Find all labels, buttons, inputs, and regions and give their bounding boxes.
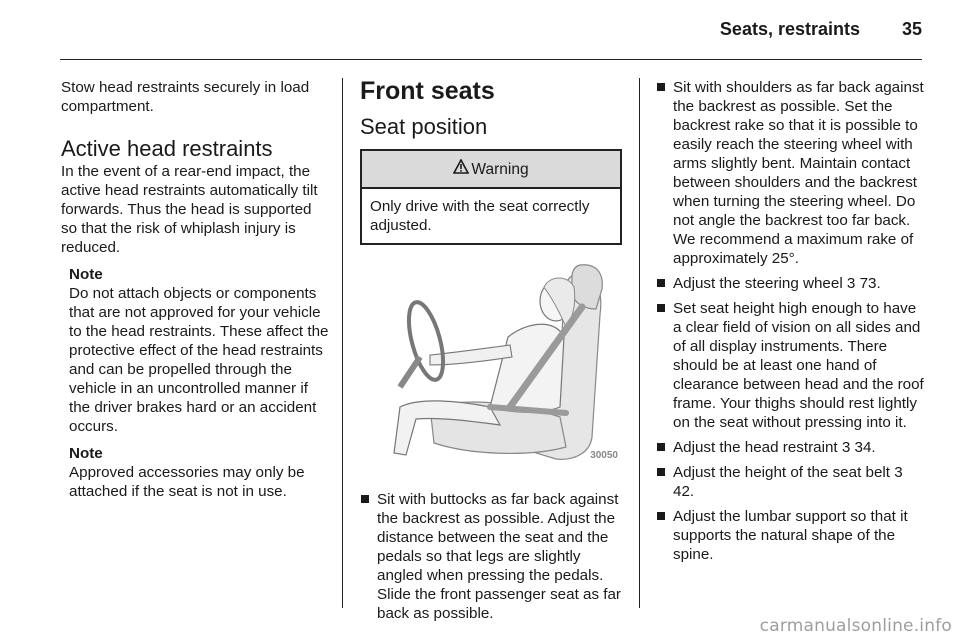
- column-3: [656, 78, 926, 570]
- active-head-restraints-body: In the event of a rear-end impact, the active head restraints automatically tilt forwards. Thus the head is supported so that the risk of whiplash injury is reduced.: [61, 163, 318, 256]
- warning-box: [360, 149, 622, 245]
- column-2: [360, 76, 626, 629]
- warning-text: Only drive with the seat correctly adjusted.: [370, 198, 590, 234]
- seat-position-figure: [360, 257, 622, 467]
- seat-position-heading: Seat position: [360, 114, 488, 139]
- bullet-icon: [657, 83, 665, 91]
- list-item: Sit with shoulders as far back against the backrest as possible. Set the backrest rake so that it is possible to easily reach the steering wheel with arms slightly bent. Maintain contact between shoulders and the backrest when turning the steering wheel. Do not angle the backrest too far back. We recommend a maximum rake of approximately 25°.: [656, 78, 926, 268]
- page-number: 35: [901, 19, 922, 39]
- list-item: Adjust the steering wheel 3 73.: [656, 274, 926, 293]
- active-head-restraints-heading: Active head restraints: [61, 136, 273, 161]
- column-1: [61, 78, 329, 501]
- driver-seat-illustration: [360, 257, 622, 467]
- bullet-icon: [657, 304, 665, 312]
- column-divider-2: [639, 78, 640, 608]
- column-divider-1: [342, 78, 343, 608]
- intro-text: Stow head restraints securely in load compartment.: [61, 79, 310, 115]
- watermark: carmanualsonline.info: [759, 616, 952, 636]
- bullet-icon: [657, 512, 665, 520]
- bullet-icon: [657, 443, 665, 451]
- note-label: Note: [69, 445, 103, 462]
- section-title: Seats, restraints: [719, 19, 860, 39]
- bullet-icon: [657, 279, 665, 287]
- list-item: Adjust the lumbar support so that it supports the natural shape of the spine.: [656, 507, 926, 564]
- note-label: Note: [69, 266, 103, 283]
- note-text: Do not attach objects or components that are not approved for your vehicle to the head restraints. These affect the protective effect of the head restraints and can be propelled through the vehicle in an uncontrolled manner if the driver brakes hard or an accident occurs.: [69, 285, 329, 435]
- list-item: Adjust the height of the seat belt 3 42.: [656, 463, 926, 501]
- header-rule: [60, 59, 922, 60]
- list-item: Set seat height high enough to have a clear field of vision on all sides and of all display instruments. There should be at least one hand of clearance between head and the roof frame. Your thighs should rest lightly on the seat without pressing into it.: [656, 299, 926, 432]
- note-2: [69, 444, 329, 501]
- warning-title: Warning: [471, 160, 529, 178]
- list-item: Sit with buttocks as far back against the backrest as possible. Adjust the distance between the seat and the pedals so that legs are slightly angled when pressing the pedals. Slide the front passenger seat as far back as possible.: [360, 490, 626, 623]
- bullet-icon: [657, 468, 665, 476]
- bullet-icon: [361, 495, 369, 503]
- seat-position-list-1: [360, 490, 626, 623]
- note-1: [69, 265, 329, 436]
- list-item: Adjust the head restraint 3 34.: [656, 438, 926, 457]
- warning-header: [362, 151, 620, 189]
- page-header: [60, 0, 922, 60]
- figure-number: 30050: [590, 450, 618, 461]
- front-seats-heading: Front seats: [360, 77, 495, 105]
- warning-icon: [453, 159, 469, 179]
- seat-position-list-2: [656, 78, 926, 564]
- note-text: Approved accessories may only be attached if the seat is not in use.: [69, 464, 305, 500]
